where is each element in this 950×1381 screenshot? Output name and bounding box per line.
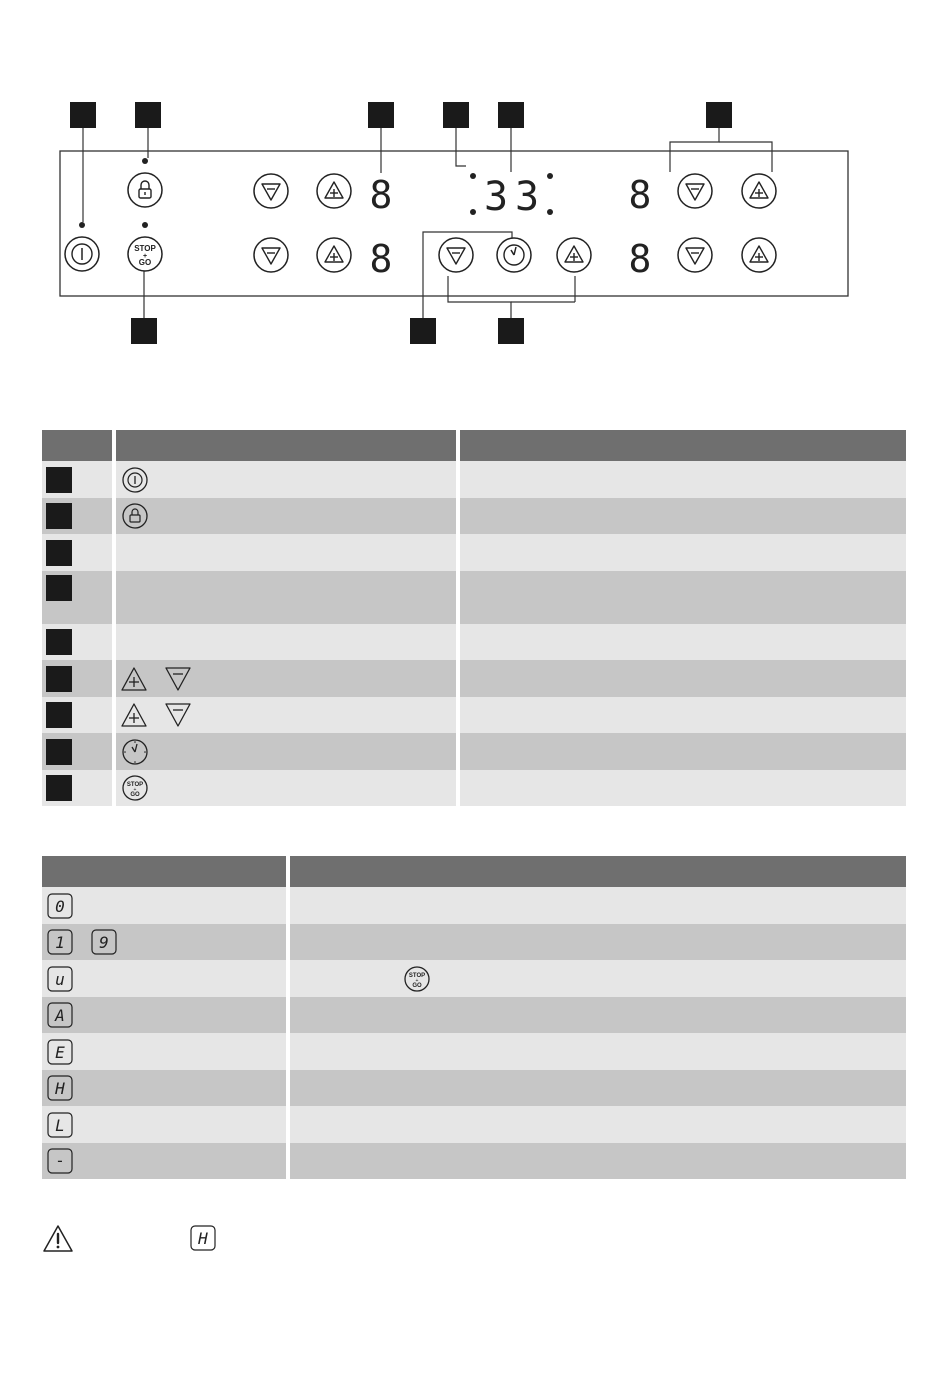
row-number-square <box>46 629 72 655</box>
table-row <box>42 1106 906 1143</box>
timer-dot-br <box>547 209 553 215</box>
table-row <box>42 660 906 697</box>
display-symbol-0 <box>46 892 76 920</box>
svg-text:E: E <box>55 1042 65 1062</box>
callout-5 <box>498 102 524 128</box>
zone2-display: 8 <box>369 237 393 281</box>
display-symbol-1-9 <box>46 928 126 956</box>
timer-digit-1: 3 <box>483 174 509 220</box>
table-row <box>42 887 906 924</box>
callout-6 <box>706 102 732 128</box>
svg-text:L: L <box>55 1115 65 1135</box>
control-functions-table <box>42 430 906 806</box>
zone3-plus-button[interactable] <box>742 174 776 208</box>
display-symbol-H <box>46 1074 76 1102</box>
timer-icon <box>120 737 150 767</box>
zone2-minus-button[interactable] <box>254 238 288 272</box>
zone3-minus-button[interactable] <box>678 174 712 208</box>
timer-minus-button[interactable] <box>439 238 473 272</box>
svg-text:GO: GO <box>412 982 422 989</box>
table-row <box>42 571 906 624</box>
stop-go-indicator-dot <box>142 222 148 228</box>
panel-frame <box>60 151 848 296</box>
stop-go-icon <box>120 773 150 803</box>
row-number-square <box>46 666 72 692</box>
stop-go-icon <box>402 964 432 994</box>
row-number-square <box>46 467 72 493</box>
callout-7 <box>498 318 524 344</box>
callout-9 <box>131 318 157 344</box>
warning-symbol-H <box>189 1224 219 1252</box>
svg-text:STOP: STOP <box>126 782 144 788</box>
zone4-display: 8 <box>628 237 652 281</box>
display-symbol-dash <box>46 1147 76 1175</box>
svg-text:1: 1 <box>55 933 65 952</box>
callout-8 <box>410 318 436 344</box>
zone2-plus-button[interactable] <box>317 238 351 272</box>
table-row <box>42 1033 906 1070</box>
lock-icon <box>120 501 150 531</box>
callout-3 <box>368 102 394 128</box>
row-number-square <box>46 503 72 529</box>
minus-icon <box>166 704 190 726</box>
display-symbol-E <box>46 1038 76 1066</box>
zone1-display: 8 <box>369 173 393 217</box>
svg-text:H: H <box>55 1079 65 1098</box>
power-icon <box>120 465 150 495</box>
zone1-plus-button[interactable] <box>317 174 351 208</box>
lock-button[interactable] <box>128 173 162 207</box>
display-symbols-table <box>42 856 906 1179</box>
power-indicator-dot <box>79 222 85 228</box>
svg-text:+: + <box>133 787 137 793</box>
stop-go-top: STOP <box>134 244 156 253</box>
display-symbol-A <box>46 1001 76 1029</box>
timer-dot-tl <box>470 173 476 179</box>
row-number-square <box>46 739 72 765</box>
svg-text:A: A <box>55 1006 65 1025</box>
plus-minus-icons <box>120 700 200 730</box>
svg-text:H: H <box>198 1229 208 1248</box>
timer-digit-2: 3 <box>514 174 540 220</box>
svg-text:0: 0 <box>55 896 65 916</box>
svg-text:-: - <box>55 1151 65 1170</box>
plus-icon <box>122 668 146 690</box>
table-row <box>42 624 906 660</box>
svg-text:+: + <box>415 977 419 984</box>
zone4-plus-button[interactable] <box>742 238 776 272</box>
timer-dot-bl <box>470 209 476 215</box>
plus-icon <box>122 704 146 726</box>
svg-text:STOP: STOP <box>408 972 426 979</box>
timer-plus-button[interactable] <box>557 238 591 272</box>
table-row <box>42 960 906 997</box>
power-button[interactable] <box>65 237 99 271</box>
svg-text:GO: GO <box>130 792 140 798</box>
callout-2 <box>135 102 161 128</box>
stop-go-button[interactable] <box>128 237 162 271</box>
zone3-display: 8 <box>628 173 652 217</box>
table-row <box>42 498 906 534</box>
table-row <box>42 733 906 770</box>
plus-minus-icons <box>120 664 200 694</box>
row-number-square <box>46 775 72 801</box>
minus-icon <box>166 668 190 690</box>
table-header <box>42 430 906 461</box>
table-row <box>42 1070 906 1106</box>
zone1-minus-button[interactable] <box>254 174 288 208</box>
row-number-square <box>46 540 72 566</box>
callout-1 <box>70 102 96 128</box>
table-row <box>42 461 906 498</box>
table-row <box>42 997 906 1033</box>
control-panel-diagram <box>0 0 950 360</box>
warning-icon <box>42 1224 74 1254</box>
svg-text:u: u <box>55 969 65 989</box>
display-symbol-L <box>46 1111 76 1139</box>
table-row <box>42 770 906 806</box>
table-header <box>42 856 906 887</box>
timer-dot-tr <box>547 173 553 179</box>
row-number-square <box>46 702 72 728</box>
callout-4 <box>443 102 469 128</box>
stop-go-bottom: GO <box>138 258 152 267</box>
stop-go-mid: + <box>142 253 148 260</box>
zone4-minus-button[interactable] <box>678 238 712 272</box>
row-number-square <box>46 575 72 601</box>
timer-button[interactable] <box>497 238 531 272</box>
table-row <box>42 1143 906 1179</box>
table-row <box>42 924 906 960</box>
lock-indicator-dot <box>142 158 148 164</box>
display-symbol-u <box>46 965 76 993</box>
table-row <box>42 534 906 571</box>
table-row <box>42 697 906 733</box>
svg-text:9: 9 <box>99 933 109 952</box>
